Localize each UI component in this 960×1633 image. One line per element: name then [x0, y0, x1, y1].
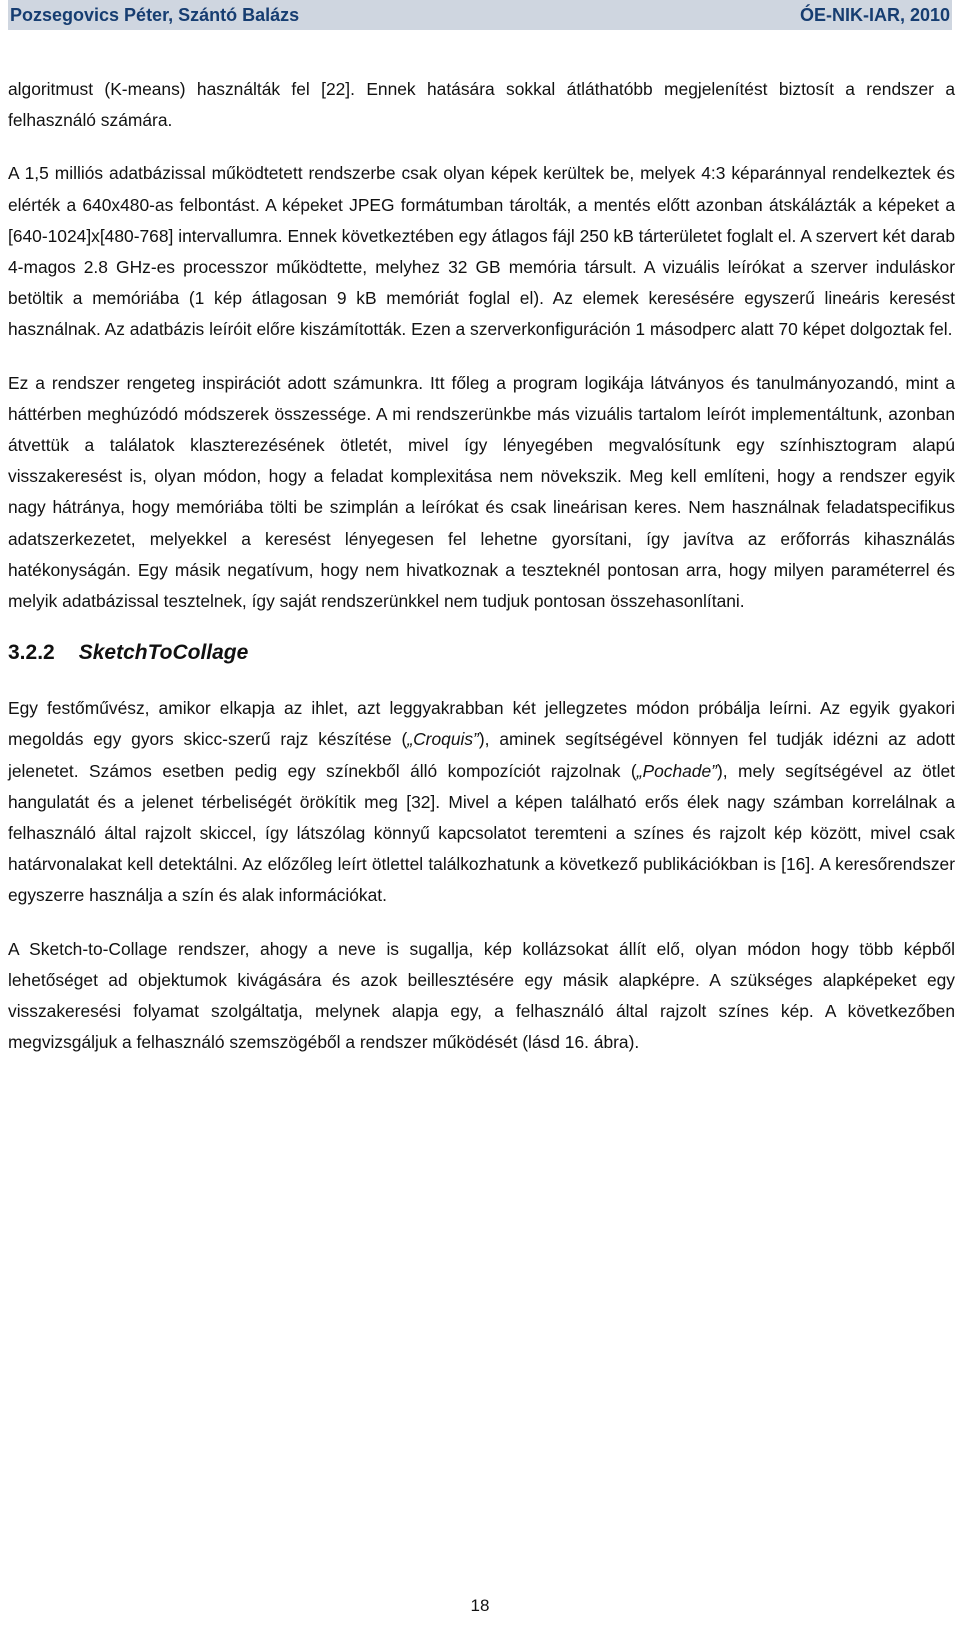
header-authors: Pozsegovics Péter, Szántó Balázs	[10, 4, 300, 25]
page-header	[8, 0, 952, 30]
term-croquis: „Croquis”	[407, 729, 479, 750]
paragraph-4-text-b: ), aminek segítségével könnyen fel tudják idézni az adott jelenetet. Számos esetben pedig egy színekből álló kompozíciót rajzolnak (	[8, 729, 955, 781]
header-institution: ÓE-NIK-IAR, 2010	[799, 4, 950, 25]
paragraph-3: Ez a rendszer rengeteg inspirációt adott számunkra. Itt főleg a program logikája látványos és tanulmányozandó, mint a háttérben meghúzódó módszerek összessége. A mi rendszerünkbe más vizuális tartalom leírót implementáltunk, azonban átvettük a találatok klaszterezésének ötletét, mivel így lényegében megvalósítunk egy színhisztogram alapú visszakeresést is, olyan módon, hogy a feladat komplexitása nem növekszik. Meg kell említeni, hogy a rendszer egyik nagy hátránya, hogy memóriába tölti be szimplán a leírókat és csak lineárisan keres. Nem használnak feladatspecifikus adatszerkezetet, melyekkel a keresést lényegesen fel lehetne gyorsítani, így javítva az erőforrás kihasználás hatékonyságán. Egy másik negatívum, hogy nem hivatkoznak a teszteknél pontosan arra, hogy milyen paraméterrel és melyik adatbázissal tesztelnek, így saját rendszerünkkel nem tudjuk pontosan összehasonlítani.	[8, 372, 955, 612]
section-title: SketchToCollage	[78, 641, 249, 665]
paragraph-2: A 1,5 milliós adatbázissal működtetett rendszerbe csak olyan képek kerültek be, melyek 4:3 képaránnyal rendelkeztek és elérték a 640x480-as felbontást. A képeket JPEG formátumban tárolták, a mentés előtt azonban átskálázták a képeket a [640-1024]x[480-768] intervallumra. Ennek következtében egy átlagos fájl 250 kB tárterületet foglalt el. A szervert két darab 4-magos 2.8 GHz-es processzor működtette, melyhez 32 GB memória társult. A vizuális leírókat a szerver induláskor betöltik a memóriába (1 kép átlagosan 9 kB memóriát foglal el). Az elemek keresésére egyszerű lineáris keresést használnak. Az adatbázis leíróit előre kiszámították. Ezen a szerverkonfiguráción 1 másodperc alatt 70 képet dolgoztak fel.	[8, 163, 955, 340]
paragraph-4-text-c: ), mely segítségével az ötlet hangulatát és a jelenet térbeliségét örökítik meg [32]. Mivel a képen található erős élek nagy számban korrelálnak a felhasználó által rajzolt skiccel, így látszólag könnyű kapcsolatot teremteni a színes és rajzolt kép között, mivel csak határvonalakat kell detektálni. Az előzőleg leírt ötlettel találkozhatunk a következő publikációkban is [16]. A keresőrendszer egyszerre használja a szín és alak információkat.	[8, 760, 955, 906]
paragraph-1: algoritmust (K-means) használták fel [22]. Ennek hatására sokkal átláthatóbb megjelenítést biztosít a rendszer a felhasználó számára.	[8, 79, 955, 131]
page-body	[8, 74, 955, 1080]
term-pochade: „Pochade”	[636, 760, 717, 781]
section-number: 3.2.2	[8, 641, 55, 665]
paragraph-4	[8, 693, 955, 911]
paragraph-5: A Sketch-to-Collage rendszer, ahogy a neve is sugallja, kép kollázsokat állít elő, olyan módon hogy több képből lehetőséget ad objektumok kivágására és azok beillesztésére egy másik alapképre. A szükséges alapképeket egy visszakeresési folyamat szolgáltatja, melynek alapja egy, a felhasználó által rajzolt színes kép. A következőben megvizsgáljuk a felhasználó szemszögéből a rendszer működését (lásd 16. ábra).	[8, 938, 955, 1053]
page-number: 18	[470, 1596, 490, 1615]
paragraph-4-text-a: Egy festőművész, amikor elkapja az ihlet, azt leggyakrabban két jellegzetes módon próbálja leírni. Az egyik gyakori megoldás egy gyors skicc-szerű rajz készítése (	[8, 698, 955, 750]
section-heading	[8, 639, 955, 667]
